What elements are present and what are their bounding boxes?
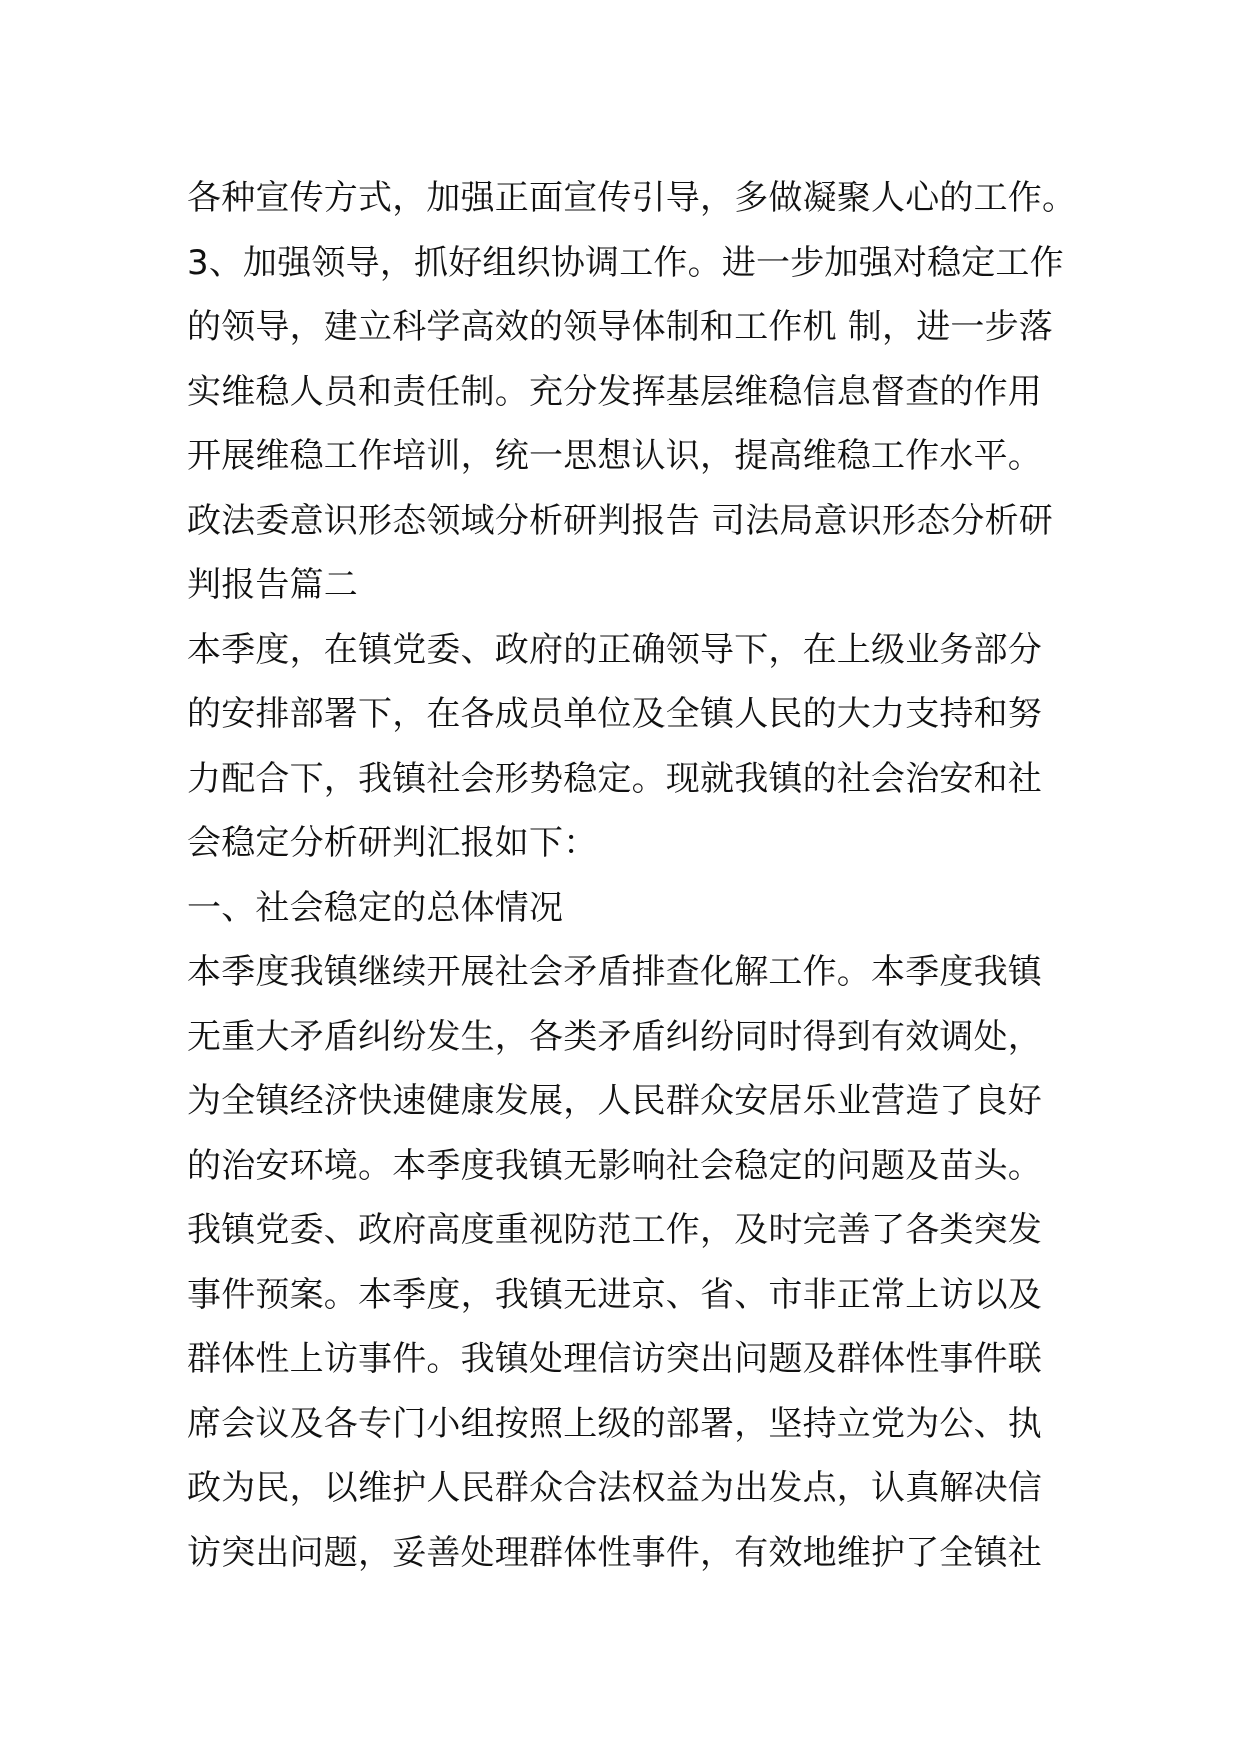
text-line: 会稳定分析研判汇报如下： <box>187 823 598 863</box>
text-line: 为全镇经济快速健康发展，人民群众安居乐业营造了良好 <box>187 1081 1042 1121</box>
text-line: 各种宣传方式，加强正面宣传引导，多做凝聚人心的工作。 <box>187 178 1077 218</box>
section-heading: 一、社会稳定的总体情况 <box>187 887 564 928</box>
text-line: 访突出问题，妥善处理群体性事件，有效地维护了全镇社 <box>187 1532 1042 1573</box>
text-line: 政为民，以维护人民群众合法权益为出发点，认真解决信 <box>187 1468 1042 1508</box>
text-line: 的安排部署下，在各成员单位及全镇人民的大力支持和努 <box>187 694 1042 734</box>
text-line: 事件预案。本季度，我镇无进京、省、市非正常上访以及 <box>187 1274 1042 1315</box>
text-line: 群体性上访事件。我镇处理信访突出问题及群体性事件联 <box>187 1339 1042 1379</box>
text-line: 开展维稳工作培训，统一思想认识，提高维稳工作水平。 <box>187 436 1042 476</box>
text-line: 的领导，建立科学高效的领导体制和工作机 制，进一步落 <box>187 307 1054 347</box>
text-line: 3、加强领导，抓好组织协调工作。进一步加强对稳定工作 <box>187 242 1064 283</box>
section-title-line: 判报告篇二 <box>187 565 358 605</box>
text-line: 无重大矛盾纠纷发生，各类矛盾纠纷同时得到有效调处， <box>187 1016 1042 1057</box>
section-title-line: 政法委意识形态领域分析研判报告 司法局意识形态分析研 <box>187 500 1054 541</box>
text-line: 席会议及各专门小组按照上级的部署，坚持立党为公、执 <box>187 1403 1042 1444</box>
text-line: 本季度我镇继续开展社会矛盾排查化解工作。本季度我镇 <box>187 952 1042 992</box>
text-line: 的治安环境。本季度我镇无影响社会稳定的问题及苗头。 <box>187 1145 1042 1186</box>
text-line: 实维稳人员和责任制。充分发挥基层维稳信息督查的作用 <box>187 371 1042 412</box>
document-body <box>187 166 1077 1585</box>
text-line: 力配合下，我镇社会形势稳定。现就我镇的社会治安和社 <box>187 758 1042 799</box>
text-line: 我镇党委、政府高度重视防范工作，及时完善了各类突发 <box>187 1210 1042 1250</box>
text-line: 本季度，在镇党委、政府的正确领导下，在上级业务部分 <box>187 629 1042 670</box>
